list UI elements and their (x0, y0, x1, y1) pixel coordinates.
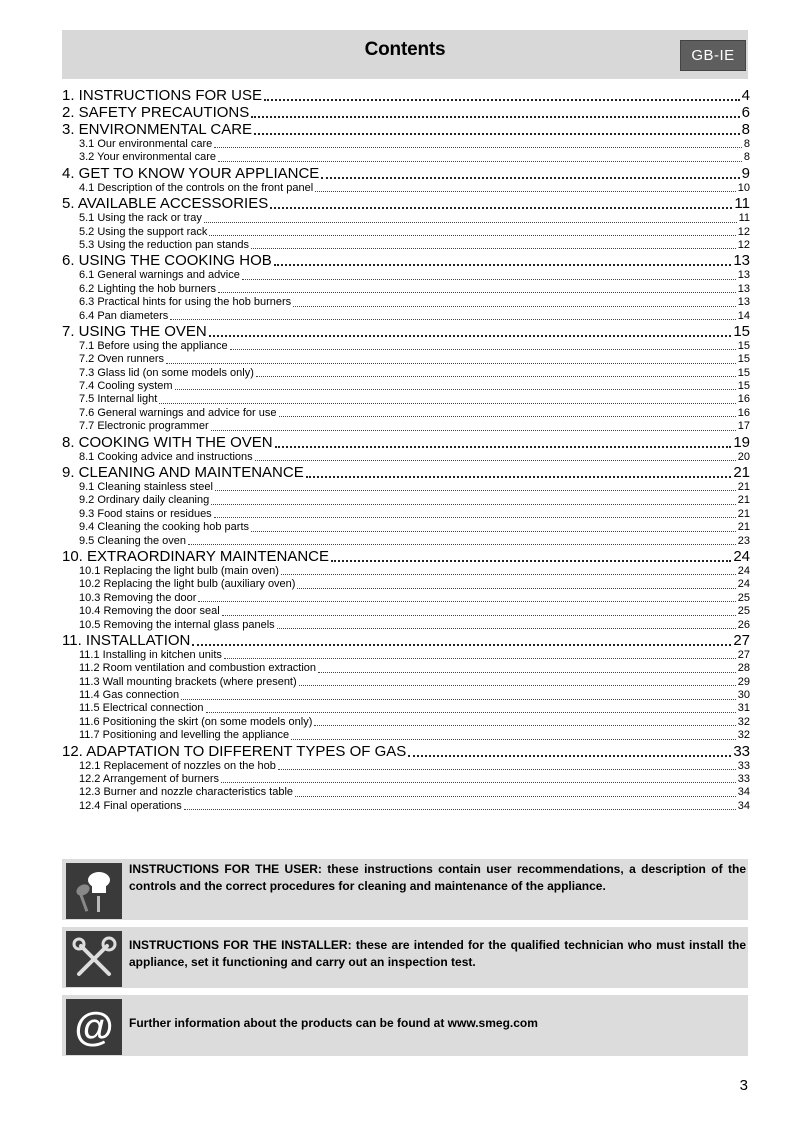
toc-entry-page: 21 (737, 521, 750, 534)
toc-entry-title: 11.5 Electrical connection (79, 702, 204, 715)
installer-instructions-text: INSTRUCTIONS FOR THE INSTALLER: these are intended for the qualified technician who must install the appliance, set it functioning and carry out an inspection test. (129, 938, 746, 969)
toc-entry-title: 7.1 Before using the appliance (79, 339, 228, 352)
toc-entry-title: 7.5 Internal light (79, 393, 158, 406)
dot-leader (264, 99, 740, 101)
toc-entry-page: 29 (737, 675, 750, 688)
dot-leader (297, 588, 735, 589)
dot-leader (204, 222, 737, 223)
dot-leader (315, 191, 736, 192)
toc-entry-page: 27 (733, 631, 750, 649)
toc-section[interactable] (62, 508, 750, 521)
toc-entry-page: 13 (737, 296, 750, 309)
dot-leader (281, 574, 736, 575)
dot-leader (306, 476, 732, 478)
toc-entry-page: 13 (733, 252, 750, 270)
toc-entry-title: 7.3 Glass lid (on some models only) (79, 366, 254, 379)
toc-entry-page: 12 (737, 238, 750, 251)
toc-entry-page: 19 (733, 433, 750, 451)
toc-entry-title: 9.3 Food stains or residues (79, 507, 212, 520)
toc-section[interactable] (62, 340, 750, 353)
toc-entry-title: 9.5 Cleaning the oven (79, 534, 187, 547)
dot-leader (275, 446, 732, 448)
toc-entry-title: 11.2 Room ventilation and combustion extraction (79, 662, 317, 675)
toc-section[interactable] (62, 182, 750, 195)
toc-entry-title: 6.2 Lighting the hob burners (79, 282, 216, 295)
toc-section[interactable] (62, 451, 750, 464)
svg-text:@: @ (74, 1005, 114, 1049)
toc-chapter[interactable] (62, 464, 750, 481)
toc-chapter[interactable] (62, 632, 750, 649)
toc-entry-title: 3. ENVIRONMENTAL CARE (62, 121, 253, 138)
toc-entry-title: 6.3 Practical hints for using the hob burners (79, 296, 292, 309)
toc-section[interactable] (62, 212, 750, 225)
toc-entry-title: 11.7 Positioning and levelling the appliance (79, 729, 290, 742)
toc-entry-title: 9. CLEANING AND MAINTENANCE (62, 464, 304, 482)
toc-entry-page: 24 (737, 578, 750, 591)
toc-entry-page: 13 (737, 269, 750, 282)
toc-entry-page: 21 (733, 464, 750, 482)
dot-leader (209, 335, 732, 337)
toc-entry-title: 9.4 Cleaning the cooking hob parts (79, 521, 250, 534)
dot-leader (206, 712, 736, 713)
toc-chapter[interactable] (62, 165, 750, 182)
dot-leader (295, 796, 736, 797)
toc-chapter[interactable] (62, 87, 750, 104)
dot-leader (192, 644, 731, 646)
toc-entry-title: 10.2 Replacing the light bulb (auxiliary oven) (79, 578, 296, 591)
toc-section[interactable] (62, 407, 750, 420)
toc-entry-page: 16 (737, 393, 750, 406)
toc-entry-page: 16 (737, 406, 750, 419)
toc-entry-page: 25 (737, 605, 750, 618)
toc-entry-page: 33 (737, 773, 750, 786)
toc-section[interactable] (62, 760, 750, 773)
toc-entry-title: 11.3 Wall mounting brackets (where present) (79, 675, 297, 688)
toc-entry-title: 7.4 Cooling system (79, 380, 173, 393)
dot-leader (214, 517, 736, 518)
toc-chapter[interactable] (62, 104, 750, 121)
toc-section[interactable] (62, 481, 750, 494)
toc-entry-title: 7. USING THE OVEN (62, 322, 207, 340)
dot-leader (230, 349, 736, 350)
at-sign-icon (66, 999, 122, 1055)
dot-leader (299, 685, 736, 686)
toc-entry-title: 6. USING THE COOKING HOB (62, 252, 272, 270)
dot-leader (274, 264, 732, 266)
dot-leader (408, 755, 731, 757)
toc-entry-title: 5.1 Using the rack or tray (79, 212, 202, 225)
dot-leader (222, 615, 736, 616)
dot-leader (314, 725, 735, 726)
toc-entry-title: 1. INSTRUCTIONS FOR USE (62, 87, 263, 104)
toc-section[interactable] (62, 393, 750, 406)
toc-section[interactable] (62, 649, 750, 662)
dot-leader (251, 531, 736, 532)
dot-leader (214, 147, 742, 148)
dot-leader (255, 460, 736, 461)
toc-entry-page: 15 (737, 339, 750, 352)
toc-section[interactable] (62, 703, 750, 716)
dot-leader (321, 177, 739, 179)
toc-entry-title: 5. AVAILABLE ACCESSORIES (62, 195, 269, 213)
dot-leader (291, 739, 736, 740)
toc-entry-title: 8. COOKING WITH THE OVEN (62, 433, 273, 451)
toc-entry-title: 9.2 Ordinary daily cleaning (79, 494, 210, 507)
toc-chapter[interactable] (62, 252, 750, 269)
dot-leader (170, 319, 735, 320)
toc-entry-page: 15 (737, 380, 750, 393)
toc-section[interactable] (62, 773, 750, 786)
toc-entry-page: 15 (733, 322, 750, 340)
contents-header (62, 30, 748, 79)
toc-section[interactable] (62, 420, 750, 433)
toc-entry-page: 28 (737, 662, 750, 675)
toc-section[interactable] (62, 521, 750, 534)
toc-section[interactable] (62, 380, 750, 393)
toc-section[interactable] (62, 138, 750, 151)
chef-icon (66, 863, 122, 919)
toc-entry-page: 31 (737, 702, 750, 715)
toc-entry-title: 10. EXTRAORDINARY MAINTENANCE (62, 547, 330, 565)
toc-entry-page: 21 (737, 494, 750, 507)
toc-entry-page: 12 (737, 225, 750, 238)
dot-leader (224, 658, 736, 659)
toc-entry-page: 27 (737, 648, 750, 661)
dot-leader (242, 279, 736, 280)
toc-entry-page: 25 (737, 591, 750, 604)
toc-entry-title: 11.4 Gas connection (79, 689, 180, 702)
toc-entry-page: 15 (737, 366, 750, 379)
toc-chapter[interactable] (62, 434, 750, 451)
toc-section[interactable] (62, 716, 750, 729)
toc-entry-title: 12.1 Replacement of nozzles on the hob (79, 759, 276, 772)
toc-entry-title: 11. INSTALLATION (62, 631, 191, 649)
toc-entry-title: 6.4 Pan diameters (79, 309, 169, 322)
toc-entry-title: 5.3 Using the reduction pan stands (79, 238, 250, 251)
dot-leader (211, 430, 736, 431)
toc-section[interactable] (62, 296, 750, 309)
dot-leader (209, 235, 735, 236)
tools-icon (66, 931, 122, 987)
dot-leader (221, 782, 736, 783)
toc-section[interactable] (62, 786, 750, 799)
dot-leader (218, 292, 736, 293)
user-instructions-note (62, 859, 748, 920)
toc-entry-page: 24 (733, 547, 750, 565)
toc-section[interactable] (62, 578, 750, 591)
toc-entry-title: 7.6 General warnings and advice for use (79, 406, 277, 419)
toc-chapter[interactable] (62, 548, 750, 565)
toc-section[interactable] (62, 353, 750, 366)
dot-leader (331, 560, 731, 562)
page-title: Contents (364, 39, 446, 60)
toc-entry-page: 11 (734, 195, 750, 213)
toc-entry-title: 2. SAFETY PRECAUTIONS (62, 104, 250, 121)
dot-leader (166, 363, 736, 364)
toc-section[interactable] (62, 310, 750, 323)
toc-section[interactable] (62, 535, 750, 548)
toc-entry-title: 4.1 Description of the controls on the front panel (79, 181, 314, 194)
dot-leader (198, 601, 735, 602)
dot-leader (188, 544, 736, 545)
toc-entry-page: 33 (733, 742, 750, 760)
dot-leader (278, 769, 736, 770)
toc-section[interactable] (62, 494, 750, 507)
toc-entry-page: 4 (741, 87, 750, 104)
dot-leader (175, 389, 736, 390)
toc-section[interactable] (62, 151, 750, 164)
toc-entry-page: 8 (743, 151, 750, 164)
toc-entry-page: 14 (737, 309, 750, 322)
toc-section[interactable] (62, 367, 750, 380)
toc-entry-title: 12.2 Arrangement of burners (79, 773, 220, 786)
dot-leader (181, 699, 736, 700)
toc-entry-title: 4. GET TO KNOW YOUR APPLIANCE (62, 164, 320, 182)
dot-leader (277, 628, 736, 629)
toc-section[interactable] (62, 239, 750, 252)
toc-entry-title: 3.1 Our environmental care (79, 138, 213, 150)
toc-entry-page: 8 (741, 121, 750, 138)
toc-entry-page: 9 (741, 164, 750, 182)
toc-entry-page: 20 (737, 450, 750, 463)
table-of-contents (62, 87, 750, 813)
toc-entry-title: 5.2 Using the support rack (79, 225, 208, 238)
toc-chapter[interactable] (62, 323, 750, 340)
toc-section[interactable] (62, 689, 750, 702)
toc-section[interactable] (62, 269, 750, 282)
toc-entry-page: 34 (737, 786, 750, 799)
toc-section[interactable] (62, 662, 750, 675)
dot-leader (270, 207, 732, 209)
further-info-note (62, 995, 748, 1056)
toc-entry-page: 8 (743, 138, 750, 150)
toc-entry-title: 12.3 Burner and nozzle characteristics table (79, 786, 294, 799)
toc-entry-page: 17 (737, 420, 750, 433)
toc-entry-title: 11.1 Installing in kitchen units (79, 648, 222, 661)
toc-entry-page: 10 (737, 181, 750, 194)
toc-entry-title: 9.1 Cleaning stainless steel (79, 481, 213, 494)
toc-entry-title: 10.4 Removing the door seal (79, 605, 220, 618)
toc-entry-title: 10.1 Replacing the light bulb (main oven) (79, 564, 279, 577)
toc-entry-page: 11 (738, 212, 750, 225)
toc-entry-page: 30 (737, 689, 750, 702)
toc-entry-page: 33 (737, 759, 750, 772)
toc-section[interactable] (62, 226, 750, 239)
dot-leader (218, 161, 742, 162)
toc-section[interactable] (62, 800, 750, 813)
dot-leader (256, 376, 736, 377)
toc-section[interactable] (62, 729, 750, 742)
user-instructions-text: INSTRUCTIONS FOR THE USER: these instructions contain user recommendations, a description of the controls and the correct procedures for cleaning and maintenance of the appliance. (129, 862, 746, 893)
page-number: 3 (739, 1077, 748, 1094)
further-info-text: Further information about the products can be found at www.smeg.com (129, 1016, 538, 1030)
toc-entry-title: 7.7 Electronic programmer (79, 420, 209, 433)
toc-entry-page: 15 (737, 353, 750, 366)
dot-leader (215, 490, 736, 491)
toc-chapter[interactable] (62, 743, 750, 760)
toc-entry-page: 24 (737, 564, 750, 577)
dot-leader (251, 248, 736, 249)
toc-section[interactable] (62, 619, 750, 632)
toc-entry-title: 6.1 General warnings and advice (79, 269, 240, 282)
toc-entry-page: 21 (737, 481, 750, 494)
toc-entry-title: 3.2 Your environmental care (79, 151, 216, 164)
dot-leader (293, 306, 736, 307)
dot-leader (251, 116, 739, 118)
toc-section[interactable] (62, 592, 750, 605)
toc-entry-page: 26 (737, 618, 750, 631)
toc-entry-title: 11.6 Positioning the skirt (on some models only) (79, 715, 313, 728)
language-badge: GB-IE (680, 40, 746, 71)
toc-entry-page: 6 (741, 104, 750, 121)
toc-entry-page: 32 (737, 715, 750, 728)
toc-section[interactable] (62, 283, 750, 296)
toc-entry-title: 8.1 Cooking advice and instructions (79, 450, 253, 463)
toc-entry-page: 34 (737, 799, 750, 812)
toc-entry-page: 13 (737, 282, 750, 295)
toc-section[interactable] (62, 565, 750, 578)
toc-entry-title: 10.3 Removing the door (79, 591, 197, 604)
toc-chapter[interactable] (62, 195, 750, 212)
toc-entry-title: 7.2 Oven runners (79, 353, 164, 366)
toc-entry-title: 12. ADAPTATION TO DIFFERENT TYPES OF GAS (62, 742, 407, 760)
dot-leader (254, 133, 740, 135)
toc-section[interactable] (62, 676, 750, 689)
dot-leader (211, 504, 736, 505)
installer-instructions-note (62, 927, 748, 988)
toc-entry-title: 12.4 Final operations (79, 799, 182, 812)
dot-leader (318, 672, 736, 673)
toc-entry-title: 10.5 Removing the internal glass panels (79, 618, 275, 631)
dot-leader (279, 416, 736, 417)
toc-chapter[interactable] (62, 121, 750, 138)
toc-entry-page: 21 (737, 507, 750, 520)
toc-entry-page: 23 (737, 534, 750, 547)
dot-leader (159, 403, 735, 404)
toc-entry-page: 32 (737, 729, 750, 742)
dot-leader (184, 809, 736, 810)
toc-section[interactable] (62, 605, 750, 618)
